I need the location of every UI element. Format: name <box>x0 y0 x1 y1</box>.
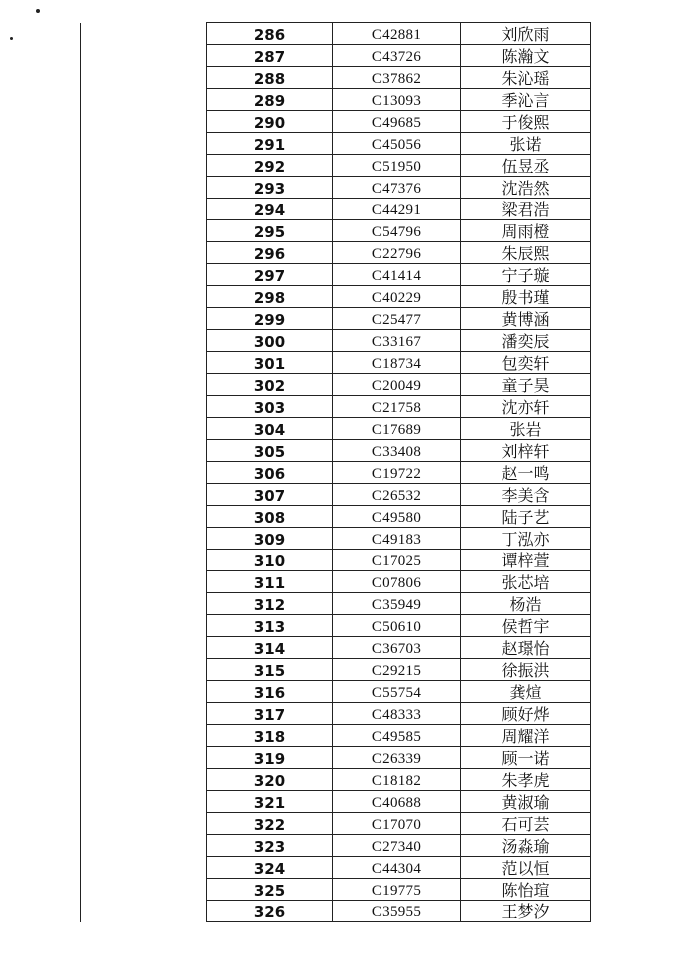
table-row <box>81 110 591 132</box>
group-cell <box>81 703 207 725</box>
candidate-id-cell: C33408 <box>333 439 461 461</box>
candidate-id-cell: C18182 <box>333 768 461 790</box>
row-number-cell: 293 <box>207 176 333 198</box>
candidate-id-cell: C40688 <box>333 790 461 812</box>
row-number-cell: 307 <box>207 483 333 505</box>
candidate-id-cell: C55754 <box>333 681 461 703</box>
candidate-id-cell: C19722 <box>333 461 461 483</box>
table-row <box>81 856 591 878</box>
table-row <box>81 790 591 812</box>
student-name-cell: 朱沁瑶 <box>461 66 591 88</box>
table-row <box>81 615 591 637</box>
table-row <box>81 725 591 747</box>
table-row <box>81 374 591 396</box>
student-name-cell: 石可芸 <box>461 812 591 834</box>
candidate-id-cell: C22796 <box>333 242 461 264</box>
student-name-cell: 赵璟怡 <box>461 637 591 659</box>
row-number-cell: 314 <box>207 637 333 659</box>
student-name-cell: 陈怡瑄 <box>461 878 591 900</box>
student-name-cell: 季沁言 <box>461 88 591 110</box>
group-cell <box>81 878 207 900</box>
candidate-id-cell: C33167 <box>333 330 461 352</box>
group-cell <box>81 527 207 549</box>
group-cell <box>81 154 207 176</box>
group-cell <box>81 549 207 571</box>
student-name-cell: 周雨橙 <box>461 220 591 242</box>
candidate-id-cell: C37862 <box>333 66 461 88</box>
row-number-cell: 326 <box>207 900 333 922</box>
row-number-cell: 286 <box>207 23 333 45</box>
table-row <box>81 308 591 330</box>
table-row <box>81 768 591 790</box>
row-number-cell: 322 <box>207 812 333 834</box>
roster-table-container <box>80 22 591 922</box>
scan-speck <box>36 9 40 13</box>
row-number-cell: 289 <box>207 88 333 110</box>
table-row <box>81 23 591 45</box>
student-name-cell: 张芯培 <box>461 571 591 593</box>
student-name-cell: 龚煊 <box>461 681 591 703</box>
row-number-cell: 325 <box>207 878 333 900</box>
student-name-cell: 刘欣雨 <box>461 23 591 45</box>
student-name-cell: 黄淑瑜 <box>461 790 591 812</box>
student-name-cell: 宁子璇 <box>461 264 591 286</box>
candidate-id-cell: C49685 <box>333 110 461 132</box>
group-cell <box>81 286 207 308</box>
table-row <box>81 88 591 110</box>
student-name-cell: 李美含 <box>461 483 591 505</box>
table-row <box>81 593 591 615</box>
candidate-id-cell: C18734 <box>333 352 461 374</box>
group-cell <box>81 439 207 461</box>
candidate-id-cell: C17025 <box>333 549 461 571</box>
group-cell <box>81 593 207 615</box>
group-cell <box>81 834 207 856</box>
student-name-cell: 周耀洋 <box>461 725 591 747</box>
student-name-cell: 朱孝虎 <box>461 768 591 790</box>
row-number-cell: 299 <box>207 308 333 330</box>
group-cell <box>81 352 207 374</box>
group-cell <box>81 768 207 790</box>
row-number-cell: 290 <box>207 110 333 132</box>
table-row <box>81 264 591 286</box>
table-row <box>81 220 591 242</box>
student-name-cell: 赵一鸣 <box>461 461 591 483</box>
table-row <box>81 571 591 593</box>
student-name-cell: 张岩 <box>461 417 591 439</box>
group-cell <box>81 417 207 439</box>
student-name-cell: 童子昊 <box>461 374 591 396</box>
group-cell <box>81 264 207 286</box>
group-cell <box>81 395 207 417</box>
group-cell <box>81 44 207 66</box>
candidate-id-cell: C21758 <box>333 395 461 417</box>
candidate-id-cell: C35955 <box>333 900 461 922</box>
roster-table <box>80 22 591 922</box>
table-row <box>81 527 591 549</box>
student-name-cell: 范以恒 <box>461 856 591 878</box>
row-number-cell: 319 <box>207 746 333 768</box>
candidate-id-cell: C35949 <box>333 593 461 615</box>
row-number-cell: 292 <box>207 154 333 176</box>
row-number-cell: 311 <box>207 571 333 593</box>
group-cell <box>81 725 207 747</box>
student-name-cell: 谭梓萱 <box>461 549 591 571</box>
student-name-cell: 朱辰熙 <box>461 242 591 264</box>
table-row <box>81 286 591 308</box>
row-number-cell: 296 <box>207 242 333 264</box>
table-row <box>81 746 591 768</box>
group-cell <box>81 615 207 637</box>
candidate-id-cell: C40229 <box>333 286 461 308</box>
row-number-cell: 324 <box>207 856 333 878</box>
table-row <box>81 659 591 681</box>
student-name-cell: 潘奕辰 <box>461 330 591 352</box>
student-name-cell: 徐振洪 <box>461 659 591 681</box>
row-number-cell: 306 <box>207 461 333 483</box>
student-name-cell: 侯哲宇 <box>461 615 591 637</box>
table-row <box>81 812 591 834</box>
group-cell <box>81 110 207 132</box>
table-row <box>81 395 591 417</box>
candidate-id-cell: C43726 <box>333 44 461 66</box>
row-number-cell: 304 <box>207 417 333 439</box>
table-row <box>81 176 591 198</box>
group-cell <box>81 900 207 922</box>
roster-table-body <box>81 23 591 922</box>
candidate-id-cell: C45056 <box>333 132 461 154</box>
group-cell <box>81 308 207 330</box>
candidate-id-cell: C26339 <box>333 746 461 768</box>
candidate-id-cell: C49580 <box>333 505 461 527</box>
table-row <box>81 505 591 527</box>
candidate-id-cell: C17689 <box>333 417 461 439</box>
row-number-cell: 303 <box>207 395 333 417</box>
row-number-cell: 318 <box>207 725 333 747</box>
row-number-cell: 308 <box>207 505 333 527</box>
student-name-cell: 顾好烨 <box>461 703 591 725</box>
row-number-cell: 309 <box>207 527 333 549</box>
group-cell <box>81 483 207 505</box>
student-name-cell: 梁君浩 <box>461 198 591 220</box>
table-row <box>81 461 591 483</box>
table-row <box>81 549 591 571</box>
table-row <box>81 637 591 659</box>
student-name-cell: 丁泓亦 <box>461 527 591 549</box>
candidate-id-cell: C50610 <box>333 615 461 637</box>
row-number-cell: 323 <box>207 834 333 856</box>
row-number-cell: 310 <box>207 549 333 571</box>
student-name-cell: 包奕轩 <box>461 352 591 374</box>
table-row <box>81 154 591 176</box>
student-name-cell: 刘梓轩 <box>461 439 591 461</box>
group-cell <box>81 374 207 396</box>
row-number-cell: 305 <box>207 439 333 461</box>
group-cell <box>81 746 207 768</box>
group-cell <box>81 198 207 220</box>
group-cell <box>81 330 207 352</box>
candidate-id-cell: C07806 <box>333 571 461 593</box>
group-cell <box>81 812 207 834</box>
table-row <box>81 132 591 154</box>
scan-speck <box>10 37 13 40</box>
candidate-id-cell: C29215 <box>333 659 461 681</box>
row-number-cell: 294 <box>207 198 333 220</box>
candidate-id-cell: C17070 <box>333 812 461 834</box>
candidate-id-cell: C48333 <box>333 703 461 725</box>
row-number-cell: 312 <box>207 593 333 615</box>
group-cell <box>81 220 207 242</box>
row-number-cell: 288 <box>207 66 333 88</box>
group-cell <box>81 681 207 703</box>
group-cell <box>81 790 207 812</box>
student-name-cell: 陆子艺 <box>461 505 591 527</box>
student-name-cell: 黄博涵 <box>461 308 591 330</box>
row-number-cell: 287 <box>207 44 333 66</box>
student-name-cell: 杨浩 <box>461 593 591 615</box>
candidate-id-cell: C20049 <box>333 374 461 396</box>
group-cell <box>81 23 207 45</box>
group-cell <box>81 176 207 198</box>
student-name-cell: 张诺 <box>461 132 591 154</box>
student-name-cell: 顾一诺 <box>461 746 591 768</box>
candidate-id-cell: C25477 <box>333 308 461 330</box>
table-row <box>81 439 591 461</box>
group-cell <box>81 461 207 483</box>
row-number-cell: 315 <box>207 659 333 681</box>
candidate-id-cell: C26532 <box>333 483 461 505</box>
group-cell <box>81 659 207 681</box>
table-row <box>81 66 591 88</box>
table-row <box>81 834 591 856</box>
row-number-cell: 291 <box>207 132 333 154</box>
table-row <box>81 330 591 352</box>
table-row <box>81 44 591 66</box>
candidate-id-cell: C27340 <box>333 834 461 856</box>
candidate-id-cell: C54796 <box>333 220 461 242</box>
group-cell <box>81 856 207 878</box>
row-number-cell: 316 <box>207 681 333 703</box>
row-number-cell: 302 <box>207 374 333 396</box>
group-cell <box>81 66 207 88</box>
student-name-cell: 沈浩然 <box>461 176 591 198</box>
table-row <box>81 900 591 922</box>
candidate-id-cell: C19775 <box>333 878 461 900</box>
student-name-cell: 殷书瑾 <box>461 286 591 308</box>
group-cell <box>81 88 207 110</box>
candidate-id-cell: C47376 <box>333 176 461 198</box>
row-number-cell: 301 <box>207 352 333 374</box>
candidate-id-cell: C13093 <box>333 88 461 110</box>
candidate-id-cell: C44304 <box>333 856 461 878</box>
row-number-cell: 295 <box>207 220 333 242</box>
candidate-id-cell: C49585 <box>333 725 461 747</box>
table-row <box>81 417 591 439</box>
table-row <box>81 352 591 374</box>
row-number-cell: 300 <box>207 330 333 352</box>
group-cell <box>81 571 207 593</box>
student-name-cell: 陈瀚文 <box>461 44 591 66</box>
table-row <box>81 198 591 220</box>
table-row <box>81 703 591 725</box>
group-cell <box>81 242 207 264</box>
row-number-cell: 297 <box>207 264 333 286</box>
row-number-cell: 317 <box>207 703 333 725</box>
candidate-id-cell: C36703 <box>333 637 461 659</box>
student-name-cell: 沈亦轩 <box>461 395 591 417</box>
candidate-id-cell: C49183 <box>333 527 461 549</box>
group-cell <box>81 505 207 527</box>
table-row <box>81 681 591 703</box>
candidate-id-cell: C51950 <box>333 154 461 176</box>
candidate-id-cell: C41414 <box>333 264 461 286</box>
candidate-id-cell: C44291 <box>333 198 461 220</box>
student-name-cell: 汤淼瑜 <box>461 834 591 856</box>
row-number-cell: 298 <box>207 286 333 308</box>
row-number-cell: 313 <box>207 615 333 637</box>
group-cell <box>81 637 207 659</box>
row-number-cell: 321 <box>207 790 333 812</box>
table-row <box>81 483 591 505</box>
candidate-id-cell: C42881 <box>333 23 461 45</box>
group-cell <box>81 132 207 154</box>
student-name-cell: 于俊熙 <box>461 110 591 132</box>
table-row <box>81 242 591 264</box>
student-name-cell: 王梦汐 <box>461 900 591 922</box>
table-row <box>81 878 591 900</box>
row-number-cell: 320 <box>207 768 333 790</box>
student-name-cell: 伍昱丞 <box>461 154 591 176</box>
